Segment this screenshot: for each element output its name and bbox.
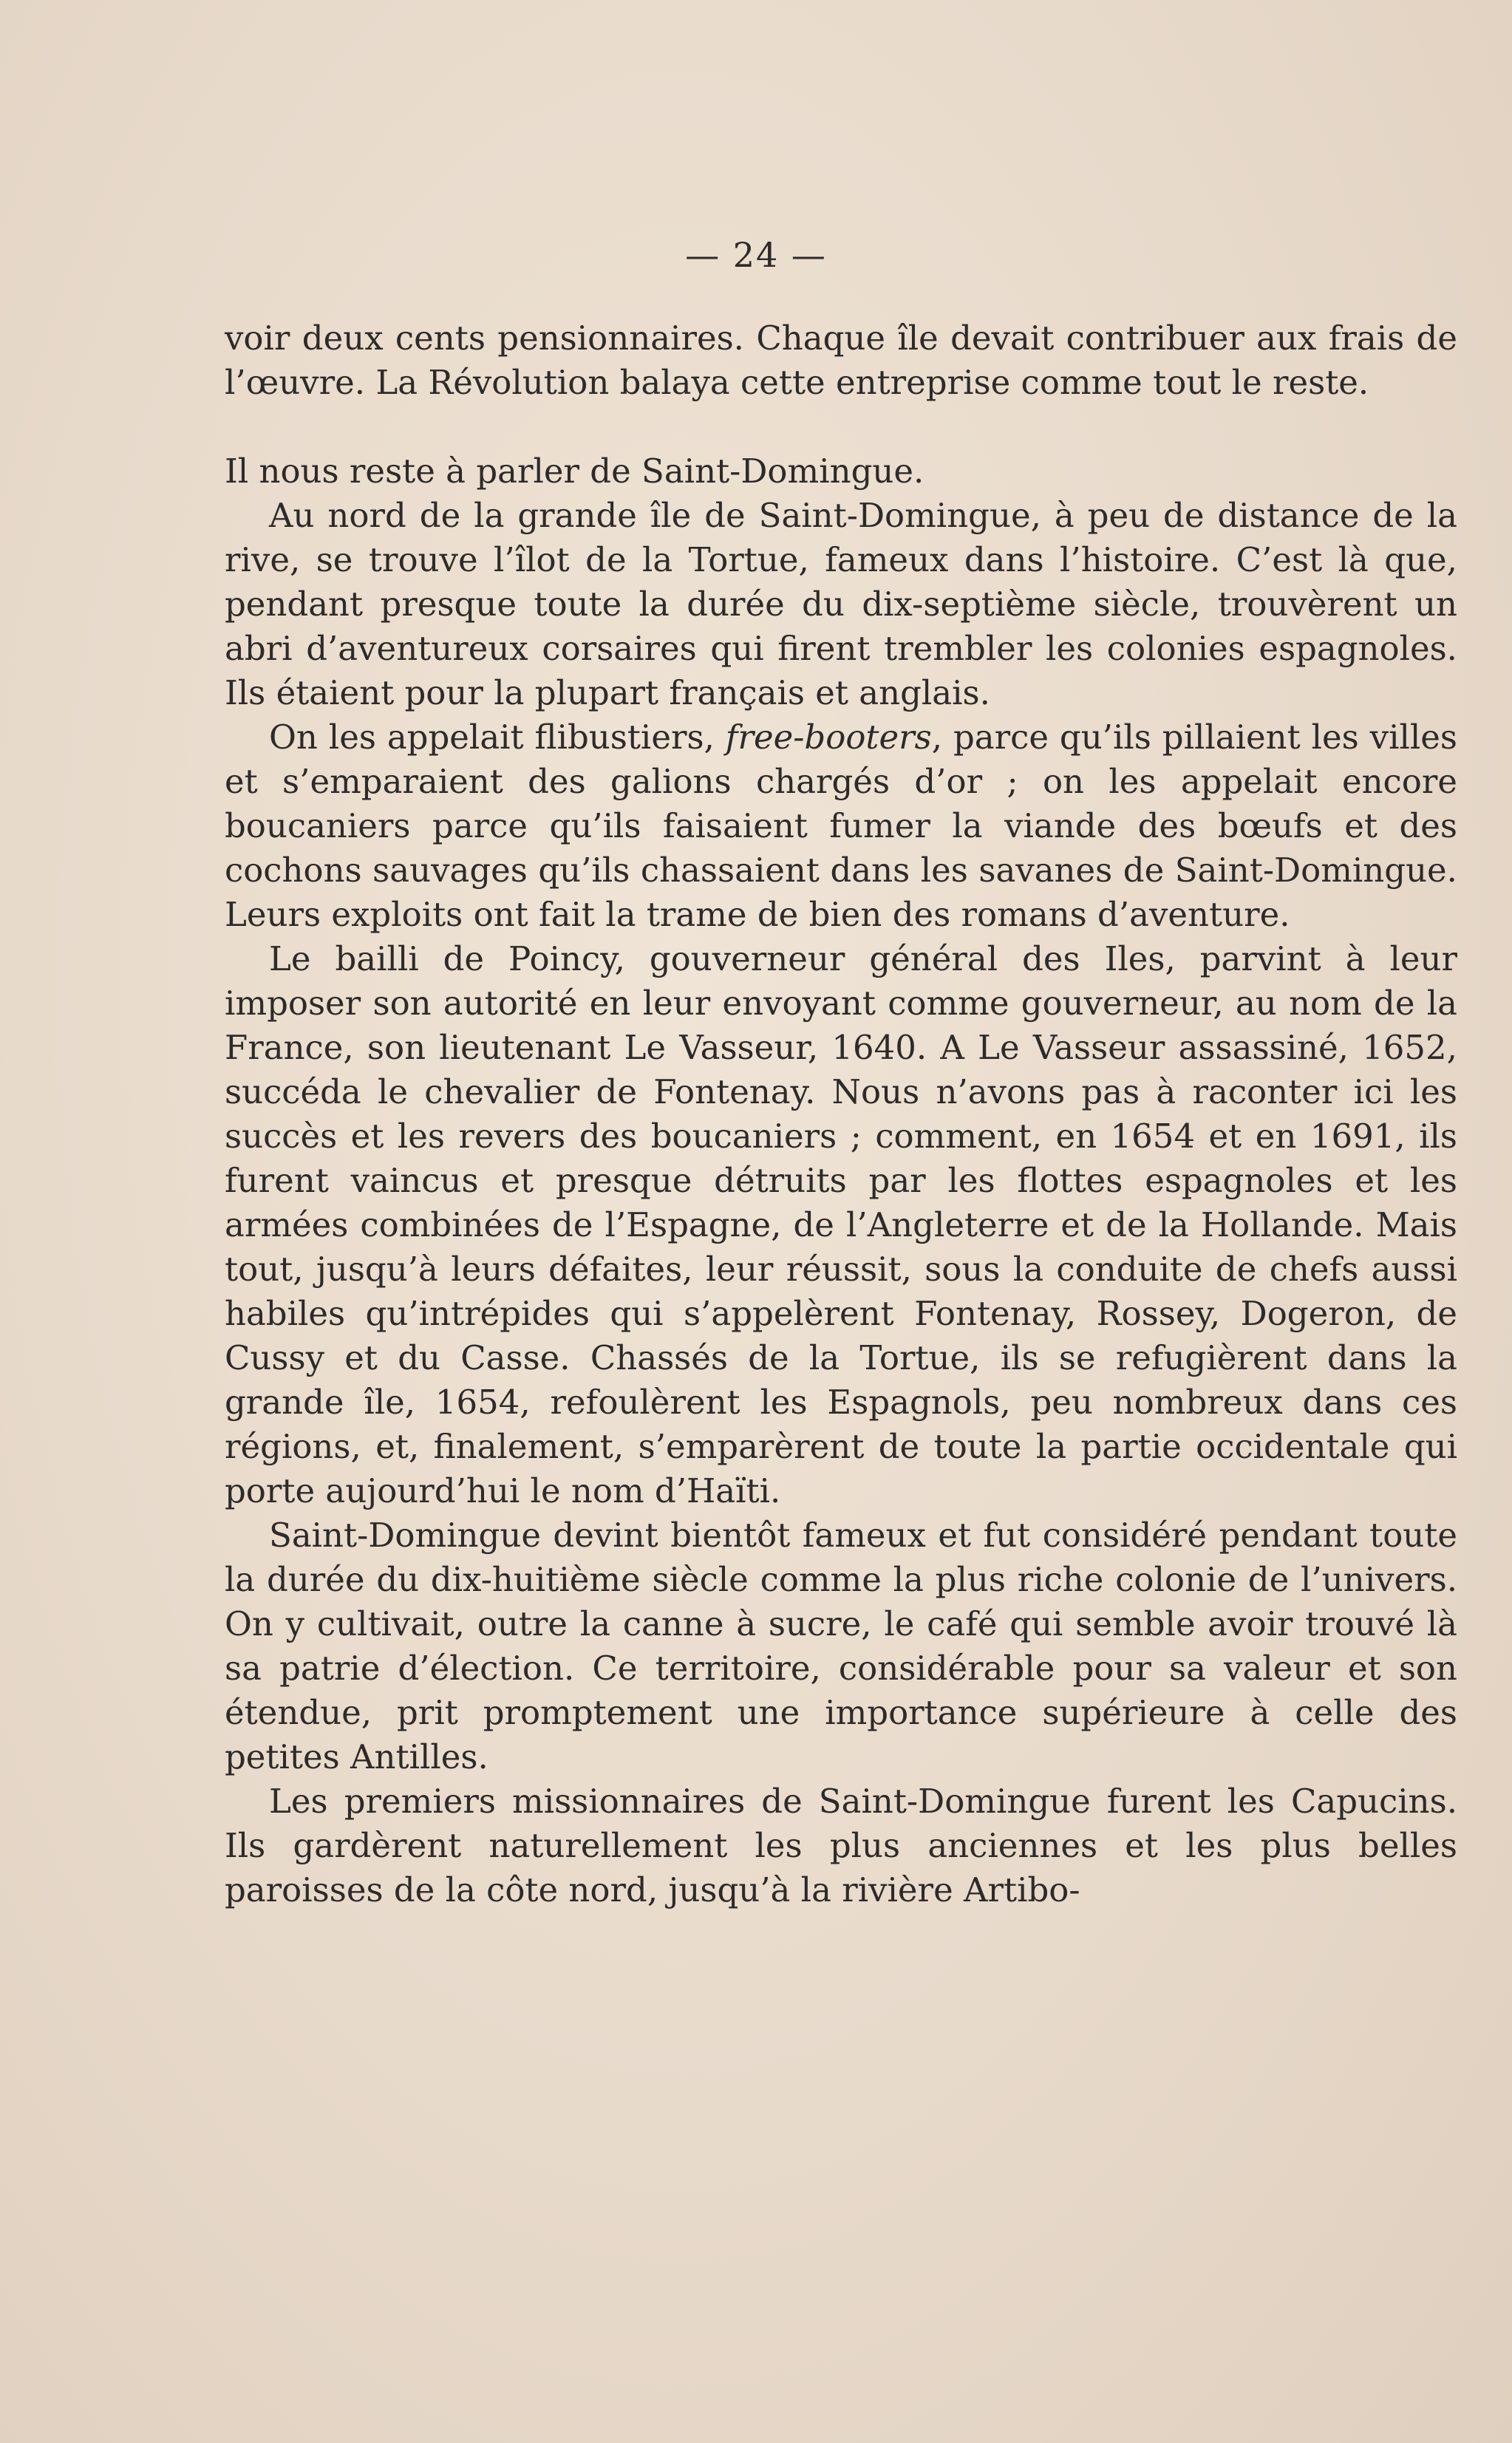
flibustiers-text-before: On les appelait flibustiers, [269,718,726,757]
paragraph-tortue: Au nord de la grande île de Saint-Domingue, à peu de distance de la rive, se trouve l’îlot de la Tortue, fameux dans l’histoire. C’est là que, pendant presque toute la durée du dix-septième siècle, trouvèrent un abri d’aventureux corsaires qui firent trembler les colonies espagnoles. Ils étaient pour la plupart français et anglais. [225,496,1457,712]
paragraph-flibustiers [225,715,1457,937]
paragraph-continuation: voir deux cents pensionnaires. Chaque île devait contribuer aux frais de l’œuvre. La Révolution balaya cette entreprise comme tout le reste. [225,318,1457,402]
flibustiers-text-after: , parce qu’ils pillaient les villes et s’emparaient des galions chargés d’or ; on les appelait encore boucaniers parce qu’ils faisaient fumer la viande des bœufs et des cochons sauvages qu’ils chassaient dans les savanes de Saint-Domingue. Leurs exploits ont fait la trame de bien des romans d’aventure. [225,718,1457,934]
body-text [225,316,1457,1912]
paragraph-saint-domingue-fame: Saint-Domingue devint bientôt fameux et fut considéré pendant toute la durée du dix-huitième siècle comme la plus riche colonie de l’univers. On y cultivait, outre la canne à sucre, le café qui semble avoir trouvé là sa patrie d’élection. Ce territoire, considérable pour sa valeur et son étendue, prit promptement une importance supérieure à celle des petites Antilles. [225,1516,1457,1776]
paragraph-capucins: Les premiers missionnaires de Saint-Domingue furent les Capucins. Ils gardèrent naturellement les plus anciennes et les plus belles paroisses de la côte nord, jusqu’à la rivière Artibo- [225,1782,1457,1909]
free-booters-term: free-booters [725,718,932,757]
paragraph-poincy: Le bailli de Poincy, gouverneur général des Iles, parvint à leur imposer son autorité en leur envoyant comme gouverneur, au nom de la France, son lieutenant Le Vasseur, 1640. A Le Vasseur assassiné, 1652, succéda le chevalier de Fontenay. Nous n’avons pas à raconter ici les succès et les revers des boucaniers ; comment, en 1654 et en 1691, ils furent vaincus et presque détruits par les flottes espagnoles et les armées combinées de l’Espagne, de l’Angleterre et de la Hollande. Mais tout, jusqu’à leurs défaites, leur réussit, sous la conduite de chefs aussi habiles qu’intrépides qui s’appelèrent Fontenay, Rossey, Dogeron, de Cussy et du Casse. Chassés de la Tortue, ils se refugièrent dans la grande île, 1654, refoulèrent les Espagnols, peu nombreux dans ces régions, et, finalement, s’emparèrent de toute la partie occidentale qui porte aujourd’hui le nom d’Haïti. [225,939,1457,1510]
page-number: — 24 — [685,235,827,275]
paragraph-intro-saint-domingue: Il nous reste à parler de Saint-Domingue. [225,452,924,491]
